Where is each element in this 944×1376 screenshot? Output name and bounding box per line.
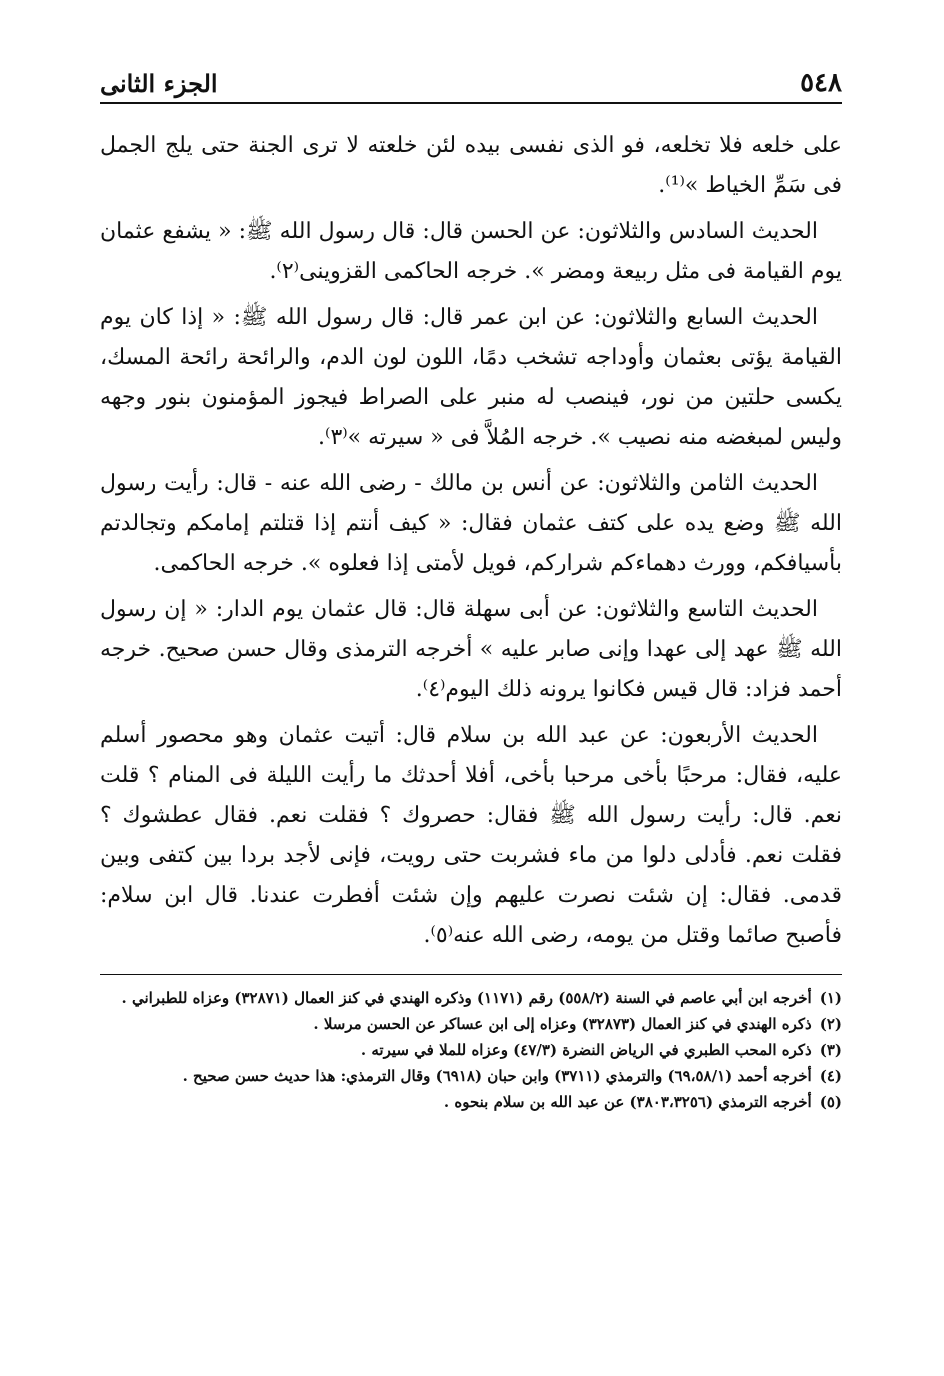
- footnote-text: ذكره المحب الطبري في الرياض النضرة (٤٧/٣) وعزاه للملا في سيرته .: [360, 1041, 812, 1059]
- footnote-number: (٤): [819, 1067, 842, 1085]
- footnote-number: (١): [819, 989, 842, 1007]
- footnote-text: أخرجه الترمذي (٣٨٠٣،٣٢٥٦) عن عبد الله بن سلام بنحوه .: [443, 1093, 812, 1111]
- page-number: ٥٤٨: [800, 68, 842, 98]
- footnote-number: (٢): [819, 1015, 842, 1033]
- footnote-text: أخرجه أحمد (٦٩،٥٨/١) والترمذي (٣٧١١) وابن حبان (٦٩١٨) وقال الترمذي: هذا حديث حسن صحيح .: [182, 1067, 812, 1085]
- paragraph: الحديث السابع والثلاثون: عن ابن عمر قال: قال رسول الله ﷺ: « إذا كان يوم القيامة يؤتى بعثمان وأوداجه تشخب دمًا، اللون لون الدم، والرائحة رائحة المسك، يكسى حلتين من نور، فينصب له منبر على الصراط فيجوز المؤمنون بنور وجهه وليس لمبغضه منه نصيب ». خرجه المُلاَّ فى « سيرته »⁽٣⁾.: [100, 305, 842, 450]
- running-header: [100, 58, 842, 104]
- footnote-text: ذكره الهندي في كنز العمال (٣٢٨٧٣) وعزاه إلى ابن عساكر عن الحسن مرسلا .: [313, 1015, 812, 1033]
- footnote-number: (٥): [819, 1093, 842, 1111]
- footnote: [100, 1089, 842, 1115]
- paragraph: الحديث السادس والثلاثون: عن الحسن قال: قال رسول الله ﷺ: « يشفع عثمان يوم القيامة فى مثل ربيعة ومضر ». خرجه الحاكمى القزوينى⁽٢⁾.: [100, 219, 842, 284]
- paragraph: الحديث الأربعون: عن عبد الله بن سلام قال: أتيت عثمان وهو محصور أسلم عليه، فقال: مرحبًا بأخى مرحبا بأخى، أفلا أحدثك ما رأيت الليلة فى المنام ؟ قلت نعم. قال: رأيت رسول الله ﷺ فقال: حصروك ؟ فقلت نعم. فقال عطشوك ؟ فقلت نعم. فأدلى دلوا من ماء فشربت حتى رويت، فإنى لأجد بردا بين كتفى وبين قدمى. فقال: إن شئت نصرت عليهم وإن شئت أفطرت عندنا. قال ابن سلام: فأصبح صائما وقتل من يومه، رضى الله عنه⁽٥⁾.: [100, 723, 842, 948]
- paragraph: الحديث التاسع والثلاثون: عن أبى سهلة قال: قال عثمان يوم الدار: « إن رسول الله ﷺ عهد إلى عهدا وإنى صابر عليه » أخرجه الترمذى وقال حسن صحيح. خرجه أحمد فزاد: قال قيس فكانوا يرونه ذلك اليوم⁽٤⁾.: [100, 597, 843, 702]
- main-text: [100, 126, 842, 956]
- footnote: [100, 985, 842, 1011]
- footnote: [100, 1063, 842, 1089]
- paragraph: على خلعه فلا تخلعه، فو الذى نفسى بيده لئن خلعته لا ترى الجنة حتى يلج الجمل فى سَمِّ الخياط »⁽¹⁾.: [100, 133, 842, 198]
- footnote: [100, 1037, 842, 1063]
- footnote: [100, 1011, 842, 1037]
- book-page: [100, 58, 842, 1115]
- paragraph: الحديث الثامن والثلاثون: عن أنس بن مالك - رضى الله عنه - قال: رأيت رسول الله ﷺ وضع يده على كتف عثمان فقال: « كيف أنتم إذا قتلتم إمامكم وتجالدتم بأسيافكم، وورث دهماءكم شراركم، فويل لأمتى إذا فعلوه ». خرجه الحاكمى.: [100, 471, 842, 576]
- running-title: الجزء الثانى: [100, 69, 218, 98]
- footnote-number: (٣): [819, 1041, 842, 1059]
- footnotes: [100, 974, 842, 1115]
- footnote-text: أخرجه ابن أبي عاصم في السنة (٥٥٨/٢) رقم (١١٧١) وذكره الهندي في كنز العمال (٣٢٨٧١) وعزاه للطبراني .: [121, 989, 812, 1007]
